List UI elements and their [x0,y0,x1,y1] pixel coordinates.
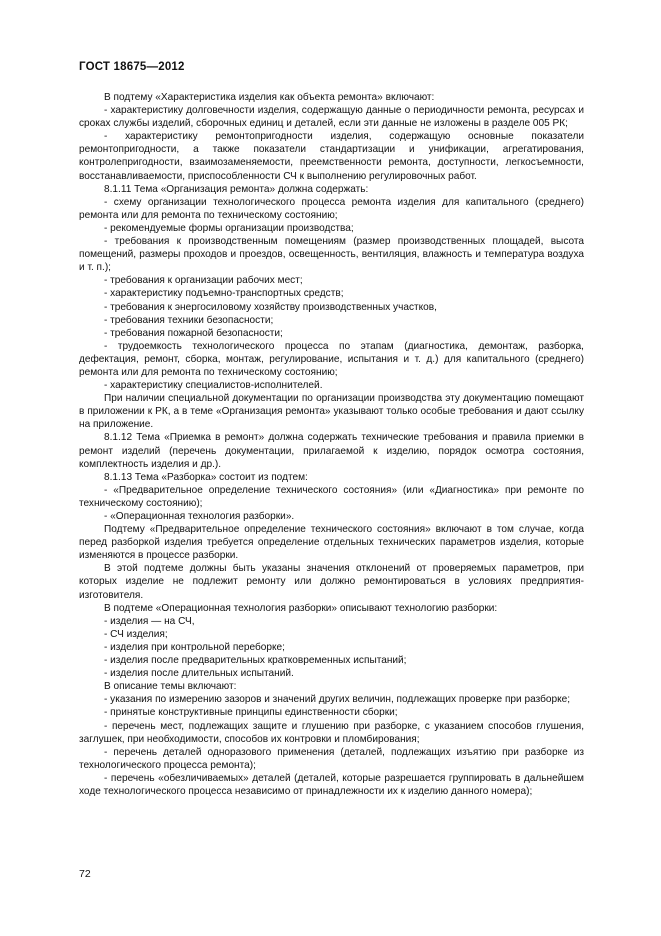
paragraph: - требования техники безопасности; [104,314,274,326]
paragraph: - характеристику специалистов-исполнителей. [104,380,323,392]
document-header: ГОСТ 18675—2012 [79,61,185,73]
paragraph: - характеристику подъемно-транспортных средств; [104,288,344,300]
paragraph: - схему организации технологического процесса ремонта изделия для капитального (среднего) ремонта или для ремонта по техническому состоянию; [79,196,584,221]
paragraph: В описание темы включают: [104,681,237,693]
paragraph: - трудоемкость технологического процесса по этапам (диагностика, демонтаж, разборка, дефектация, ремонт, сборка, монтаж, регулирование, испытания и т. д.) для капитального (среднего) ремонта или для ремонта по техническому состоянию; [79,340,584,378]
paragraph: - перечень мест, подлежащих защите и глушению при разборке, с указанием способов глушения, заглушек, при необходимости, способов их контровки и пломбирования; [79,720,584,745]
paragraph: - изделия после предварительных кратковременных испытаний; [104,655,407,667]
paragraph: При наличии специальной документации по организации производства эту документацию помещают в приложении к РК, а в теме «Организация ремонта» указывают только особые требования и дают ссылку на приложение. [79,393,584,431]
paragraph: - изделия при контрольной переборке; [104,641,285,653]
paragraph: - рекомендуемые формы организации производства; [104,222,354,234]
page-number: 72 [79,868,91,880]
paragraph: - принятые конструктивные принципы единственности сборки; [104,707,398,719]
paragraph: - перечень «обезличиваемых» деталей (деталей, которые разрешается группировать в дальнейшем ходе технологического процесса независимо от принадлежности их к изделию данного номера); [79,772,584,797]
paragraph: - характеристику ремонтопригодности изделия, содержащую основные показатели ремонтопригодности, а также показатели стандартизации и унификации, агрегатирования, контролепригодности, взаимозаменяемости, преемственности ремонта, доступности, легкосъемности, восстанавливаемости, приспособленности СЧ к выполнению регулировочных работ. [79,131,584,182]
paragraph: - изделия — на СЧ, [104,615,195,627]
paragraph: - требования к энергосиловому хозяйству производственных участков, [104,301,437,313]
paragraph: - указания по измерению зазоров и значений других величин, подлежащих проверке при разборке; [104,694,571,706]
paragraph: В подтеме «Операционная технология разборки» описывают технологию разборки: [104,602,498,614]
paragraph: 8.1.13 Тема «Разборка» состоит из подтем: [104,471,308,483]
paragraph: - требования пожарной безопасности; [104,327,283,339]
paragraph: - требования к организации рабочих мест; [104,275,303,287]
paragraph: В этой подтеме должны быть указаны значения отклонений от проверяемых параметров, при которых изделие не подлежит ремонту или должно ремонтироваться в условиях предприятия-изготовителя. [79,563,584,601]
paragraph: - изделия после длительных испытаний. [104,668,294,680]
paragraph: Подтему «Предварительное определение технического состояния» включают в том случае, когда перед разборкой изделия требуется определение отдельных технических параметров изделия, которые изменяются в процессе разборки. [79,524,584,562]
paragraph: В подтему «Характеристика изделия как объекта ремонта» включают: [104,92,435,103]
paragraph: - СЧ изделия; [104,628,168,640]
paragraph: 8.1.11 Тема «Организация ремонта» должна содержать: [104,183,369,195]
body-text [79,91,584,798]
paragraph: - характеристику долговечности изделия, содержащую данные о периодичности ремонта, ресурсах и сроках службы изделий, сборочных единиц и деталей, если эти данные не изложены в разделе 005 РК; [79,105,584,130]
paragraph: - «Предварительное определение технического состояния» (или «Диагностика» при ремонте по техническому состоянию); [79,484,584,509]
paragraph: - требования к производственным помещениям (размер производственных площадей, высота помещений, размеры проходов и проездов, освещенность, вентиляция, влажность и температура воздуха и т. п.); [79,236,584,274]
paragraph: - «Операционная технология разборки». [104,511,295,522]
paragraph: - перечень деталей одноразового применения (деталей, подлежащих изъятию при разборке из технологического процесса ремонта); [79,746,584,771]
paragraph: 8.1.12 Тема «Приемка в ремонт» должна содержать технические требования и правила приемки в ремонт изделий (перечень документации, прилагаемой к изделию, порядок осмотра состояния, комплектность изделия и др.). [79,432,584,470]
